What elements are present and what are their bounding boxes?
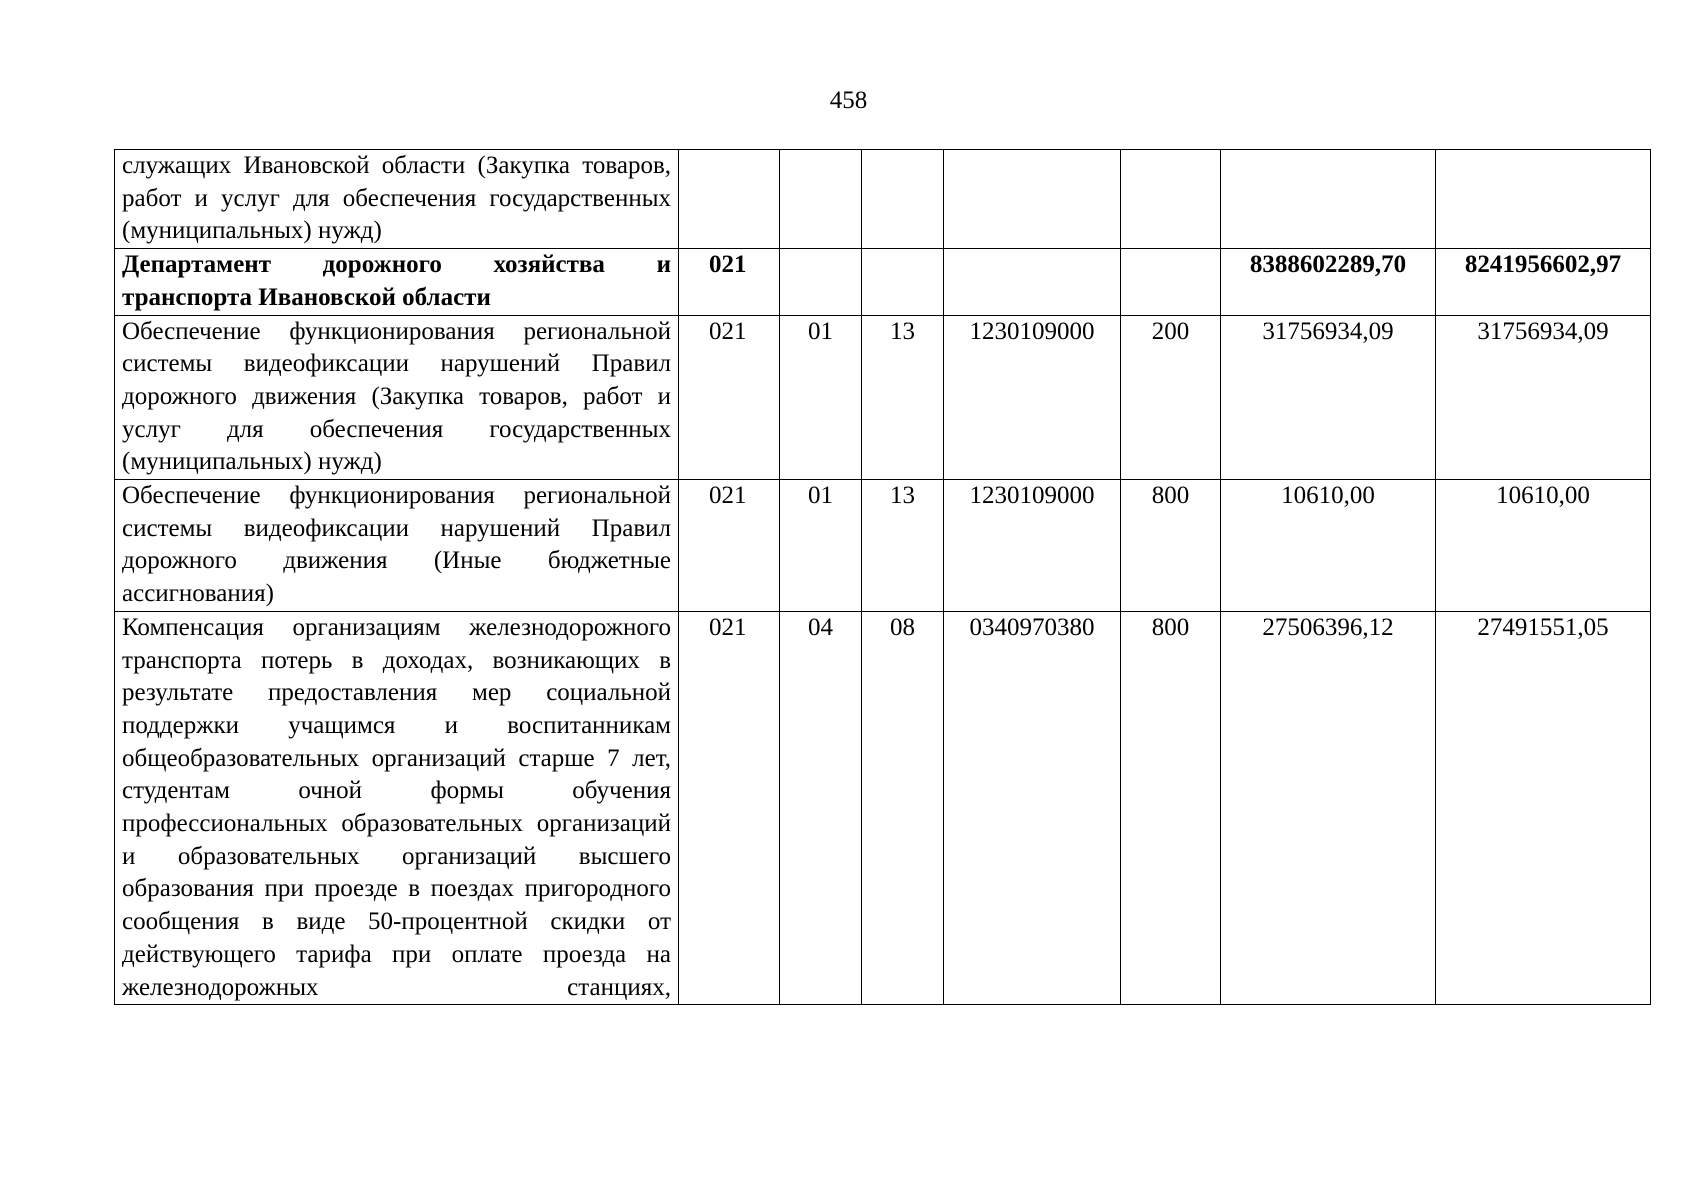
expense-type-cell: 800: [1121, 480, 1221, 612]
row-description: Обеспечение функционирования региональной системы видеофиксации нарушений Правил дорожного движения (Закупка товаров, работ и услуг для обеспечения государственных (муниципальных) нужд): [115, 315, 679, 480]
page-number: 458: [829, 87, 868, 114]
section-cell: 01: [780, 315, 862, 480]
row-description: Обеспечение функционирования региональной системы видеофиксации нарушений Правил дорожного движения (Иные бюджетные ассигнования): [115, 480, 679, 612]
table-row: [115, 611, 1651, 1004]
target-article-cell: [944, 150, 1121, 249]
ministry-code-cell: 021: [679, 611, 780, 1004]
amount-year1-cell: 27506396,12: [1221, 611, 1436, 1004]
amount-year2-cell: [1436, 150, 1651, 249]
table-row: [115, 150, 1651, 249]
subsection-cell: 13: [862, 480, 944, 612]
table-row: [115, 480, 1651, 612]
expense-type-cell: 200: [1121, 315, 1221, 480]
ministry-code-cell: 021: [679, 249, 780, 315]
amount-year2-cell: 27491551,05: [1436, 611, 1651, 1004]
subsection-cell: 08: [862, 611, 944, 1004]
section-cell: 04: [780, 611, 862, 1004]
target-article-cell: [944, 249, 1121, 315]
target-article-cell: 1230109000: [944, 315, 1121, 480]
amount-year2-cell: 31756934,09: [1436, 315, 1651, 480]
amount-year1-cell: 10610,00: [1221, 480, 1436, 612]
row-description: Компенсация организациям железнодорожного транспорта потерь в доходах, возникающих в результате предоставления мер социальной поддержки учащимся и воспитанникам общеобразовательных организаций старше 7 лет, студентам очной формы обучения профессиональных образовательных организаций и образовательных организаций высшего образования при проезде в поездах пригородного сообщения в виде 50-процентной скидки от действующего тарифа при оплате проезда на железнодорожных станциях,: [115, 611, 679, 1004]
row-description: Департамент дорожного хозяйства и транспорта Ивановской области: [115, 249, 679, 315]
table-row: [115, 315, 1651, 480]
ministry-code-cell: 021: [679, 480, 780, 612]
expense-type-cell: [1121, 150, 1221, 249]
amount-year1-cell: 31756934,09: [1221, 315, 1436, 480]
section-cell: [780, 150, 862, 249]
expense-type-cell: 800: [1121, 611, 1221, 1004]
section-cell: [780, 249, 862, 315]
amount-year1-cell: [1221, 150, 1436, 249]
amount-year1-cell: 8388602289,70: [1221, 249, 1436, 315]
target-article-cell: 1230109000: [944, 480, 1121, 612]
ministry-code-cell: 021: [679, 315, 780, 480]
target-article-cell: 0340970380: [944, 611, 1121, 1004]
subsection-cell: 13: [862, 315, 944, 480]
row-description: служащих Ивановской области (Закупка товаров, работ и услуг для обеспечения государственных (муниципальных) нужд): [115, 150, 679, 249]
section-cell: 01: [780, 480, 862, 612]
table-row-department: [115, 249, 1651, 315]
ministry-code-cell: [679, 150, 780, 249]
subsection-cell: [862, 249, 944, 315]
subsection-cell: [862, 150, 944, 249]
budget-table: [114, 149, 1651, 1005]
amount-year2-cell: 8241956602,97: [1436, 249, 1651, 315]
expense-type-cell: [1121, 249, 1221, 315]
amount-year2-cell: 10610,00: [1436, 480, 1651, 612]
